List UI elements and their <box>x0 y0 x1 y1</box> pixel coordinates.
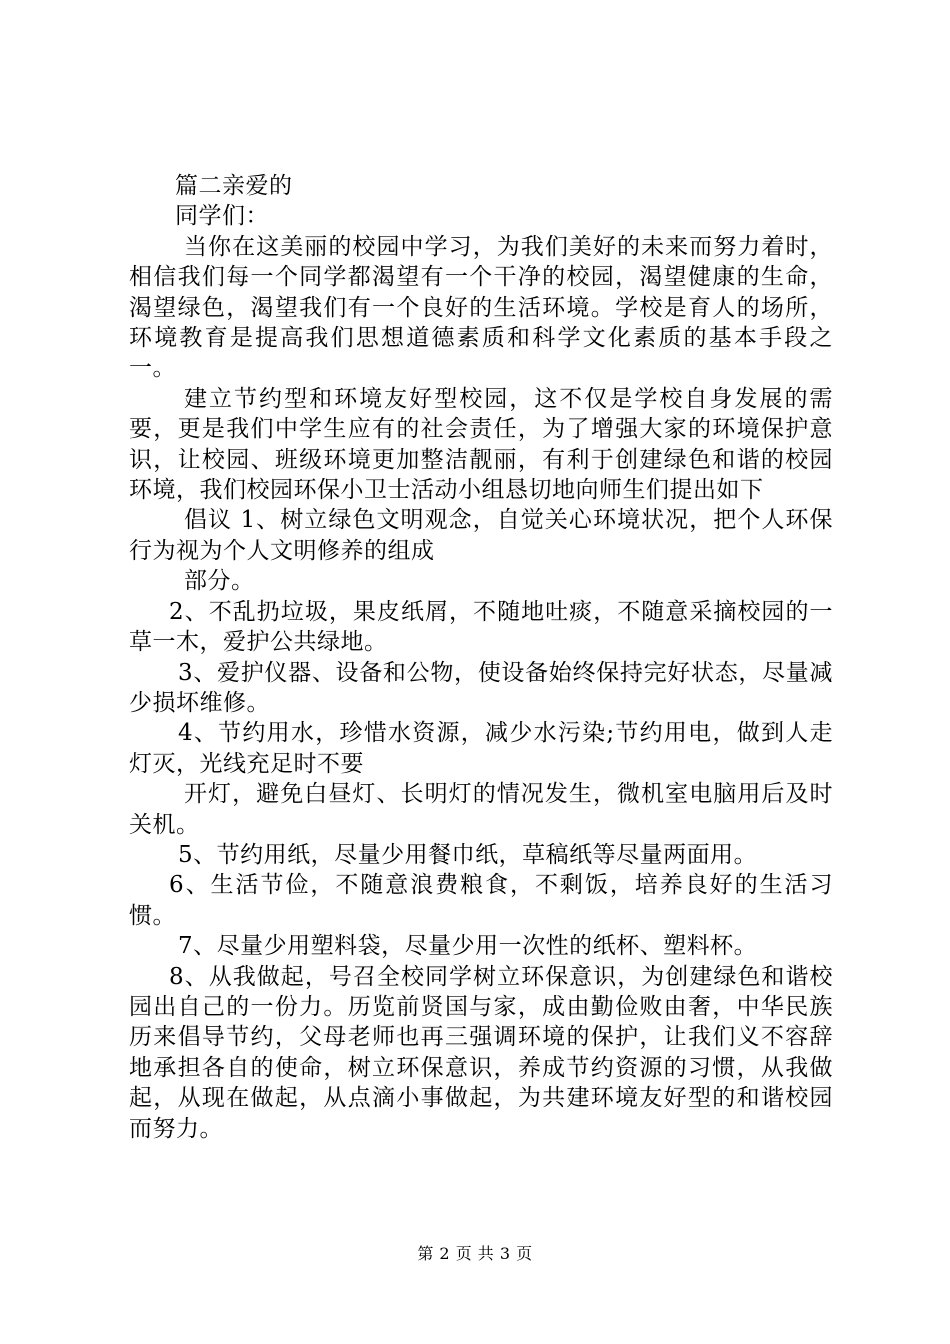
paragraph-heading: 篇二亲爱的 <box>175 173 293 199</box>
paragraph-intro: 当你在这美丽的校园中学习，为我们美好的未来而努力着时，相信我们每一个同学都渴望有一个干净的校园，渴望健康的生命，渴望绿色，渴望我们有一个良好的生活环境。学校是育人的场所，环境教育是提高我们思想道德素质和科学文化素质的基本手段之一。 <box>129 233 833 382</box>
paragraph-proposal-1-cont: 部分。 <box>184 568 255 595</box>
paragraph-proposal-8: 8、从我做起，号召全校同学树立环保意识，为创建绿色和谐校园出自己的一份力。历览前贤国与家，成由勤俭败由奢，中华民族历来倡导节约，父母老师也再三强调环境的保护，让我们义不容辞地承担各自的使命，树立环保意识，养成节约资源的习惯，从我做起，从现在做起，从点滴小事做起，为共建环境友好型的和谐校园而努力。 <box>129 963 833 1142</box>
document-body <box>129 171 833 1144</box>
paragraph-proposal-1: 倡议 1、树立绿色文明观念，自觉关心环境状况，把个人环保行为视为个人文明修养的组成 <box>129 507 833 564</box>
paragraph-proposal-6: 6、生活节俭，不随意浪费粮食，不剩饭，培养良好的生活习惯。 <box>129 872 833 929</box>
page-footer: 第 2 页 共 3 页 <box>417 1244 533 1263</box>
paragraph-purpose: 建立节约型和环境友好型校园，这不仅是学校自身发展的需要，更是我们中学生应有的社会责任，为了增强大家的环境保护意识，让校园、班级环境更加整洁靓丽，有利于创建绿色和谐的校园环境，我们校园环保小卫士活动小组恳切地向师生们提出如下 <box>129 385 833 504</box>
paragraph-proposal-3: 3、爱护仪器、设备和公物，使设备始终保持完好状态，尽量减少损坏维修。 <box>129 659 833 716</box>
paragraph-proposal-2: 2、不乱扔垃圾，果皮纸屑，不随地吐痰，不随意采摘校园的一草一木，爱护公共绿地。 <box>129 598 833 656</box>
paragraph-proposal-7: 7、尽量少用塑料袋，尽量少用一次性的纸杯、塑料杯。 <box>178 933 758 960</box>
paragraph-proposal-4-cont: 开灯，避免白昼灯、长明灯的情况发生，微机室电脑用后及时关机。 <box>129 781 833 838</box>
paragraph-proposal-4: 4、节约用水，珍惜水资源，减少水污染;节约用电，做到人走灯灭，光线充足时不要 <box>129 720 833 777</box>
paragraph-proposal-5: 5、节约用纸，尽量少用餐巾纸，草稿纸等尽量两面用。 <box>178 841 758 868</box>
paragraph-salutation: 同学们： <box>175 203 269 230</box>
